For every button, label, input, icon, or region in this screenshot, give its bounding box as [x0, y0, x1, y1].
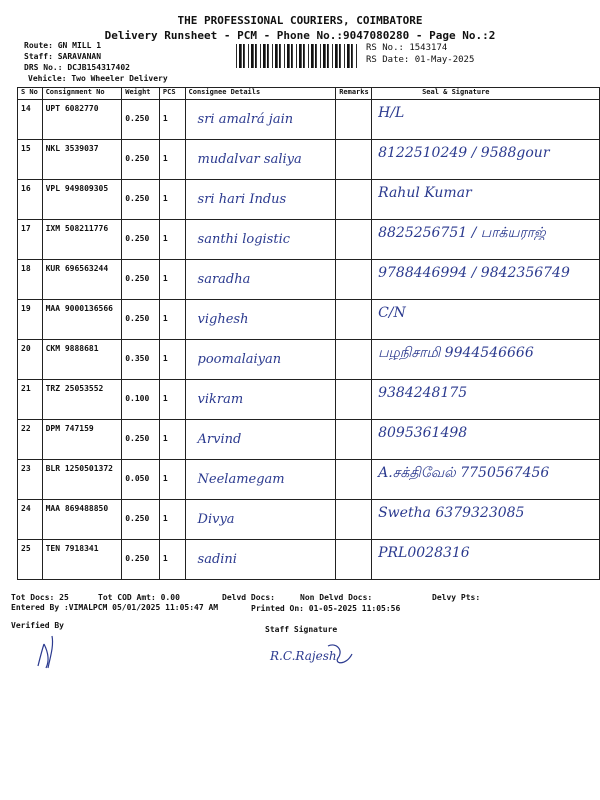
- consignment-number-text: KUR 696563244: [45, 264, 109, 273]
- sno-text: 14: [21, 104, 31, 113]
- consignee-details-text: vikram: [197, 392, 244, 407]
- verifier-signature: [28, 630, 68, 670]
- consignee-details-text: vighesh: [197, 312, 249, 327]
- consignment-number-cell: [42, 340, 122, 380]
- consignee-details-cell: [185, 140, 336, 180]
- consignee-details-text: saradha: [197, 272, 251, 287]
- col-header-weight: Weight: [122, 88, 160, 100]
- consignee-details-text: Arvind: [197, 432, 242, 447]
- seal-signature-cell: [372, 300, 600, 340]
- runsheet-table: [17, 87, 600, 580]
- pcs-cell: [159, 460, 185, 500]
- consignee-details-text: mudalvar saliya: [197, 152, 302, 167]
- weight-text: 0.250: [125, 114, 150, 123]
- remarks-cell: [336, 180, 372, 220]
- sno-cell: [18, 540, 43, 580]
- consignment-number-cell: [42, 300, 122, 340]
- staff-signature-label: Staff Signature: [265, 625, 338, 634]
- pcs-text: 1: [162, 434, 168, 443]
- sno-cell: [18, 260, 43, 300]
- col-header-consignee: Consignee Details: [185, 88, 336, 100]
- consignee-details-text: Divya: [197, 512, 235, 527]
- consignment-number-cell: [42, 420, 122, 460]
- consignment-number-cell: [42, 220, 122, 260]
- seal-signature-cell: [372, 380, 600, 420]
- consignment-number-text: NKL 3539037: [45, 144, 99, 153]
- sno-text: 19: [21, 304, 31, 313]
- consignment-number-cell: [42, 100, 122, 140]
- consignee-details-cell: [185, 100, 336, 140]
- remarks-cell: [336, 340, 372, 380]
- verified-by-label: Verified By: [11, 621, 64, 630]
- sno-cell: [18, 220, 43, 260]
- consignment-number-text: CKM 9888681: [45, 344, 99, 353]
- remarks-cell: [336, 420, 372, 460]
- remarks-cell: [336, 540, 372, 580]
- consignment-number-cell: [42, 460, 122, 500]
- consignee-details-cell: [185, 380, 336, 420]
- remarks-cell: [336, 140, 372, 180]
- rs-date: RS Date: 01-May-2025: [366, 55, 475, 65]
- col-header-sno: S No: [18, 88, 43, 100]
- consignment-number-cell: [42, 180, 122, 220]
- weight-text: 0.250: [125, 194, 150, 203]
- consignee-details-cell: [185, 420, 336, 460]
- sno-cell: [18, 460, 43, 500]
- printed-on: Printed On: 01-05-2025 11:05:56: [251, 604, 401, 613]
- delivery-points: Delvy Pts:: [432, 593, 481, 602]
- consignment-number-text: UPT 6082770: [45, 104, 99, 113]
- weight-text: 0.250: [125, 314, 150, 323]
- pcs-text: 1: [162, 354, 168, 363]
- consignment-number-cell: [42, 260, 122, 300]
- pcs-cell: [159, 260, 185, 300]
- weight-text: 0.250: [125, 274, 150, 283]
- weight-text: 0.250: [125, 434, 150, 443]
- seal-signature-cell: [372, 460, 600, 500]
- consignment-number-cell: [42, 380, 122, 420]
- route-label: Route: GN MILL 1: [24, 41, 102, 50]
- seal-signature-cell: [372, 420, 600, 460]
- consignment-number-text: IXM 508211776: [45, 224, 109, 233]
- consignment-number-text: BLR 1250501372: [45, 464, 113, 473]
- weight-cell: [122, 340, 160, 380]
- sno-cell: [18, 340, 43, 380]
- seal-signature-cell: [372, 540, 600, 580]
- seal-signature-text: பழநிசாமி 9944546666: [378, 345, 534, 360]
- pcs-text: 1: [162, 194, 168, 203]
- consignee-details-cell: [185, 260, 336, 300]
- consignee-details-text: sadini: [197, 552, 237, 567]
- sno-cell: [18, 420, 43, 460]
- entered-by: Entered By :VIMALPCM 05/01/2025 11:05:47 AM: [11, 603, 219, 612]
- consignee-details-text: santhi logistic: [197, 232, 291, 247]
- weight-cell: [122, 300, 160, 340]
- seal-signature-cell: [372, 500, 600, 540]
- table-header-row: [18, 88, 600, 100]
- table-row: [18, 300, 600, 340]
- remarks-cell: [336, 220, 372, 260]
- rs-number: RS No.: 1543174: [366, 43, 448, 53]
- consignment-number-cell: [42, 540, 122, 580]
- consignee-details-cell: [185, 180, 336, 220]
- weight-cell: [122, 460, 160, 500]
- weight-cell: [122, 140, 160, 180]
- consignee-details-cell: [185, 500, 336, 540]
- sno-cell: [18, 180, 43, 220]
- table-row: [18, 340, 600, 380]
- table-row: [18, 100, 600, 140]
- pcs-cell: [159, 180, 185, 220]
- sno-cell: [18, 300, 43, 340]
- pcs-text: 1: [162, 234, 168, 243]
- consignment-number-cell: [42, 500, 122, 540]
- table-row: [18, 380, 600, 420]
- table-row: [18, 260, 600, 300]
- pcs-text: 1: [162, 154, 168, 163]
- pcs-cell: [159, 220, 185, 260]
- pcs-cell: [159, 420, 185, 460]
- company-title: THE PROFESSIONAL COURIERS, COIMBATORE: [177, 14, 423, 27]
- weight-text: 0.250: [125, 234, 150, 243]
- table-row: [18, 220, 600, 260]
- weight-text: 0.350: [125, 354, 150, 363]
- seal-signature-text: H/L: [378, 105, 405, 120]
- consignee-details-cell: [185, 220, 336, 260]
- weight-text: 0.250: [125, 554, 150, 563]
- weight-text: 0.050: [125, 474, 150, 483]
- remarks-cell: [336, 100, 372, 140]
- seal-signature-text: A.சக்திவேல் 7750567456: [378, 465, 550, 480]
- sno-text: 24: [21, 504, 31, 513]
- table-row: [18, 500, 600, 540]
- pcs-cell: [159, 140, 185, 180]
- seal-signature-text: 8095361498: [378, 425, 468, 440]
- consignment-number-text: TRZ 25053552: [45, 384, 104, 393]
- col-header-consignment: Consignment No: [42, 88, 122, 100]
- sno-cell: [18, 140, 43, 180]
- sno-text: 17: [21, 224, 31, 233]
- col-header-remarks: Remarks: [336, 88, 372, 100]
- sno-text: 16: [21, 184, 31, 193]
- pcs-text: 1: [162, 274, 168, 283]
- consignment-number-cell: [42, 140, 122, 180]
- weight-cell: [122, 500, 160, 540]
- seal-signature-text: Rahul Kumar: [378, 185, 472, 200]
- sno-text: 22: [21, 424, 31, 433]
- staff-signature-image: [266, 640, 356, 670]
- seal-signature-text: C/N: [378, 305, 406, 320]
- table-row: [18, 140, 600, 180]
- consignee-details-text: Neelamegam: [197, 472, 285, 487]
- pcs-cell: [159, 100, 185, 140]
- seal-signature-text: PRL0028316: [378, 545, 470, 560]
- sno-text: 21: [21, 384, 31, 393]
- svg-text:R.C.Rajesh: R.C.Rajesh: [270, 649, 337, 663]
- weight-cell: [122, 100, 160, 140]
- consignment-number-text: MAA 9000136566: [45, 304, 113, 313]
- seal-signature-cell: [372, 260, 600, 300]
- pcs-cell: [159, 500, 185, 540]
- sno-cell: [18, 500, 43, 540]
- consignee-details-text: sri amalrá jain: [197, 112, 294, 127]
- consignee-details-text: sri hari Indus: [197, 192, 287, 207]
- weight-cell: [122, 220, 160, 260]
- consignee-details-cell: [185, 300, 336, 340]
- sno-text: 18: [21, 264, 31, 273]
- pcs-text: 1: [162, 394, 168, 403]
- sno-cell: [18, 100, 43, 140]
- pcs-cell: [159, 340, 185, 380]
- col-header-seal-signature: Seal & Signature: [372, 88, 600, 100]
- sno-cell: [18, 380, 43, 420]
- consignee-details-cell: [185, 340, 336, 380]
- seal-signature-text: Swetha 6379323085: [378, 505, 525, 520]
- staff-label: Staff: SARAVANAN: [24, 52, 102, 61]
- pcs-text: 1: [162, 554, 168, 563]
- pcs-cell: [159, 380, 185, 420]
- table-row: [18, 460, 600, 500]
- pcs-text: 1: [162, 474, 168, 483]
- seal-signature-text: 8825256751 / பாக்யராஜ்: [378, 225, 546, 240]
- drs-label: DRS No.: DCJB154317402: [24, 63, 130, 72]
- weight-cell: [122, 180, 160, 220]
- remarks-cell: [336, 460, 372, 500]
- runsheet-subtitle: Delivery Runsheet - PCM - Phone No.:9047080280 - Page No.:2: [104, 29, 496, 42]
- table-row: [18, 420, 600, 460]
- consignment-number-text: VPL 949809305: [45, 184, 109, 193]
- vehicle-label: Vehicle: Two Wheeler Delivery: [28, 74, 168, 83]
- remarks-cell: [336, 260, 372, 300]
- consignee-details-cell: [185, 540, 336, 580]
- remarks-cell: [336, 300, 372, 340]
- pcs-text: 1: [162, 314, 168, 323]
- consignment-number-text: DPM 747159: [45, 424, 94, 433]
- non-delivered-docs: Non Delvd Docs:: [300, 593, 373, 602]
- consignee-details-text: poomalaiyan: [197, 352, 282, 367]
- weight-cell: [122, 540, 160, 580]
- pcs-cell: [159, 540, 185, 580]
- total-docs: Tot Docs: 25: [11, 593, 69, 602]
- table-row: [18, 180, 600, 220]
- seal-signature-text: 9384248175: [378, 385, 468, 400]
- total-cod-amount: Tot COD Amt: 0.00: [98, 593, 180, 602]
- remarks-cell: [336, 500, 372, 540]
- seal-signature-cell: [372, 140, 600, 180]
- pcs-text: 1: [162, 114, 168, 123]
- seal-signature-text: 8122510249 / 9588gour: [378, 145, 550, 160]
- sno-text: 25: [21, 544, 31, 553]
- seal-signature-text: 9788446994 / 9842356749: [378, 265, 570, 280]
- seal-signature-cell: [372, 340, 600, 380]
- consignment-number-text: TEN 7918341: [45, 544, 99, 553]
- seal-signature-cell: [372, 180, 600, 220]
- delivered-docs: Delvd Docs:: [222, 593, 275, 602]
- table-row: [18, 540, 600, 580]
- sno-text: 15: [21, 144, 31, 153]
- weight-text: 0.100: [125, 394, 150, 403]
- col-header-pcs: PCS: [159, 88, 185, 100]
- barcode-image: [236, 44, 358, 68]
- sno-text: 20: [21, 344, 31, 353]
- pcs-text: 1: [162, 514, 168, 523]
- weight-cell: [122, 380, 160, 420]
- weight-cell: [122, 420, 160, 460]
- consignee-details-cell: [185, 460, 336, 500]
- sno-text: 23: [21, 464, 31, 473]
- remarks-cell: [336, 380, 372, 420]
- weight-cell: [122, 260, 160, 300]
- weight-text: 0.250: [125, 514, 150, 523]
- seal-signature-cell: [372, 100, 600, 140]
- weight-text: 0.250: [125, 154, 150, 163]
- consignment-number-text: MAA 869488850: [45, 504, 109, 513]
- pcs-cell: [159, 300, 185, 340]
- seal-signature-cell: [372, 220, 600, 260]
